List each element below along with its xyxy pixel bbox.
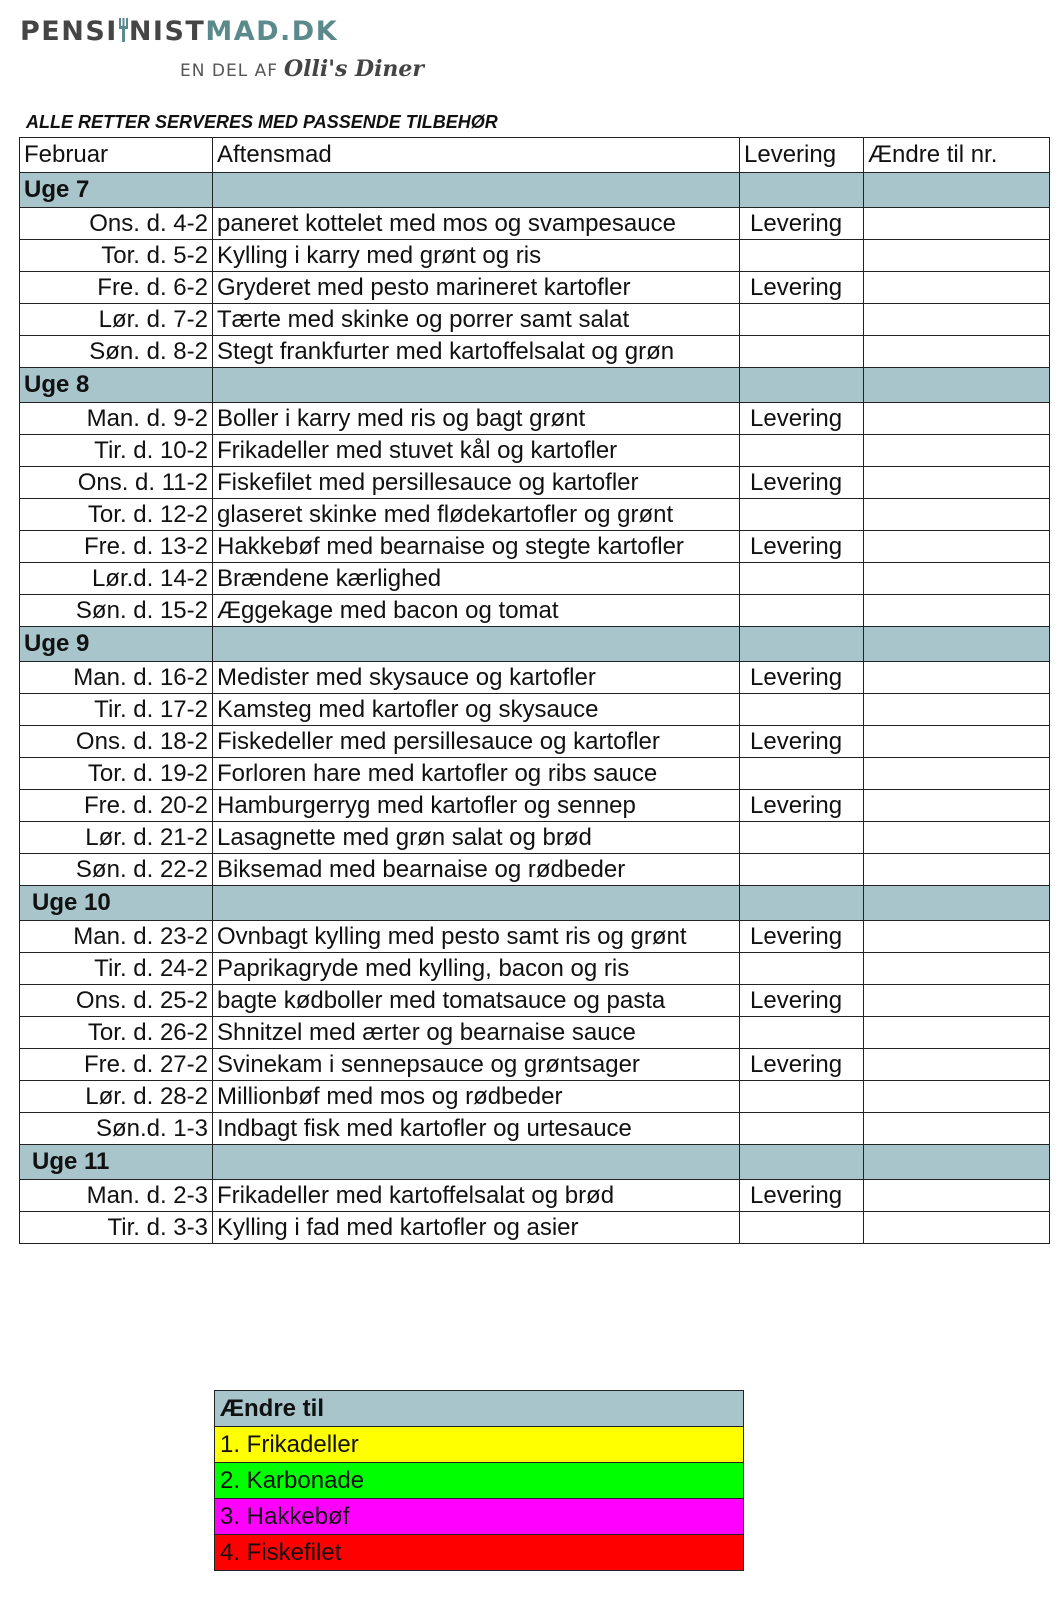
header-delivery: Levering	[740, 138, 864, 173]
table-row	[20, 563, 1050, 595]
delivery-cell	[740, 1212, 864, 1244]
table-row	[20, 726, 1050, 758]
delivery-cell	[740, 758, 864, 790]
week-empty-cell	[213, 886, 740, 921]
delivery-cell: Levering	[740, 790, 864, 822]
dish-cell: Fiskefilet med persillesauce og kartofler	[213, 467, 740, 499]
change-to-cell[interactable]	[864, 790, 1050, 822]
dish-cell: Kamsteg med kartofler og skysauce	[213, 694, 740, 726]
dish-cell: Stegt frankfurter med kartoffelsalat og grøn	[213, 336, 740, 368]
header-dinner: Aftensmad	[213, 138, 740, 173]
table-row	[20, 854, 1050, 886]
change-to-cell[interactable]	[864, 758, 1050, 790]
week-empty-cell	[213, 627, 740, 662]
header-change: Ændre til nr.	[864, 138, 1050, 173]
week-empty-cell	[864, 886, 1050, 921]
dish-cell: glaseret skinke med flødekartofler og grønt	[213, 499, 740, 531]
week-empty-cell	[740, 1145, 864, 1180]
change-to-cell[interactable]	[864, 208, 1050, 240]
dish-cell: Brændene kærlighed	[213, 563, 740, 595]
change-to-cell[interactable]	[864, 1113, 1050, 1145]
change-to-cell[interactable]	[864, 1180, 1050, 1212]
delivery-cell	[740, 822, 864, 854]
delivery-cell: Levering	[740, 531, 864, 563]
change-to-cell[interactable]	[864, 467, 1050, 499]
delivery-cell	[740, 595, 864, 627]
change-to-cell[interactable]	[864, 563, 1050, 595]
table-row	[20, 1113, 1050, 1145]
day-cell: Tor. d. 5-2	[20, 240, 213, 272]
delivery-cell	[740, 435, 864, 467]
day-cell: Fre. d. 27-2	[20, 1049, 213, 1081]
dish-cell: Medister med skysauce og kartofler	[213, 662, 740, 694]
table-row	[20, 531, 1050, 563]
dish-cell: Svinekam i sennepsauce og grøntsager	[213, 1049, 740, 1081]
dish-cell: Hamburgerryg med kartofler og sennep	[213, 790, 740, 822]
delivery-cell: Levering	[740, 272, 864, 304]
week-empty-cell	[740, 368, 864, 403]
table-row	[20, 985, 1050, 1017]
week-row	[20, 886, 1050, 921]
delivery-cell: Levering	[740, 985, 864, 1017]
week-empty-cell	[740, 173, 864, 208]
change-to-cell[interactable]	[864, 694, 1050, 726]
week-row	[20, 627, 1050, 662]
day-cell: Man. d. 2-3	[20, 1180, 213, 1212]
table-row	[20, 595, 1050, 627]
dish-cell: Æggekage med bacon og tomat	[213, 595, 740, 627]
day-cell: Søn. d. 22-2	[20, 854, 213, 886]
week-row	[20, 173, 1050, 208]
table-row	[20, 790, 1050, 822]
week-label: Uge 9	[20, 627, 213, 662]
legend-item-label: 3. Hakkebøf	[215, 1499, 744, 1535]
change-to-cell[interactable]	[864, 921, 1050, 953]
day-cell: Man. d. 16-2	[20, 662, 213, 694]
dish-cell: Frikadeller med stuvet kål og kartofler	[213, 435, 740, 467]
logo-tagline: EN DEL AF Olli's Diner	[180, 56, 425, 82]
table-row	[20, 467, 1050, 499]
dish-cell: Shnitzel med ærter og bearnaise sauce	[213, 1017, 740, 1049]
change-to-cell[interactable]	[864, 726, 1050, 758]
week-empty-cell	[864, 627, 1050, 662]
fork-icon	[119, 18, 128, 42]
day-cell: Ons. d. 25-2	[20, 985, 213, 1017]
header-row	[20, 138, 1050, 173]
week-row	[20, 368, 1050, 403]
day-cell: Ons. d. 4-2	[20, 208, 213, 240]
dish-cell: Gryderet med pesto marineret kartofler	[213, 272, 740, 304]
table-row	[20, 240, 1050, 272]
legend-item	[215, 1499, 744, 1535]
change-to-cell[interactable]	[864, 595, 1050, 627]
dish-cell: Lasagnette med grøn salat og brød	[213, 822, 740, 854]
day-cell: Tor. d. 26-2	[20, 1017, 213, 1049]
change-to-cell[interactable]	[864, 336, 1050, 368]
table-row	[20, 435, 1050, 467]
header-month: Februar	[20, 138, 213, 173]
table-row	[20, 304, 1050, 336]
week-row	[20, 1145, 1050, 1180]
week-empty-cell	[864, 1145, 1050, 1180]
table-row	[20, 1212, 1050, 1244]
week-empty-cell	[740, 627, 864, 662]
delivery-cell	[740, 1081, 864, 1113]
day-cell: Ons. d. 18-2	[20, 726, 213, 758]
dish-cell: Tærte med skinke og porrer samt salat	[213, 304, 740, 336]
table-row	[20, 758, 1050, 790]
table-row	[20, 694, 1050, 726]
dish-cell: Boller i karry med ris og bagt grønt	[213, 403, 740, 435]
delivery-cell	[740, 499, 864, 531]
delivery-cell	[740, 1017, 864, 1049]
table-row	[20, 662, 1050, 694]
legend-table	[214, 1390, 744, 1571]
table-row	[20, 1081, 1050, 1113]
delivery-cell	[740, 694, 864, 726]
week-empty-cell	[864, 368, 1050, 403]
change-to-cell[interactable]	[864, 272, 1050, 304]
day-cell: Fre. d. 13-2	[20, 531, 213, 563]
day-cell: Søn.d. 1-3	[20, 1113, 213, 1145]
legend-title: Ændre til	[215, 1391, 744, 1427]
week-empty-cell	[213, 368, 740, 403]
day-cell: Lør. d. 7-2	[20, 304, 213, 336]
menu-table-body	[20, 138, 1050, 1244]
day-cell: Fre. d. 6-2	[20, 272, 213, 304]
table-row	[20, 921, 1050, 953]
table-row	[20, 1017, 1050, 1049]
table-row	[20, 499, 1050, 531]
table-row	[20, 822, 1050, 854]
dish-cell: Hakkebøf med bearnaise og stegte kartofler	[213, 531, 740, 563]
delivery-cell: Levering	[740, 1180, 864, 1212]
dish-cell: Kylling i fad med kartofler og asier	[213, 1212, 740, 1244]
dish-cell: Forloren hare med kartofler og ribs sauce	[213, 758, 740, 790]
day-cell: Man. d. 9-2	[20, 403, 213, 435]
delivery-cell: Levering	[740, 662, 864, 694]
change-to-cell[interactable]	[864, 240, 1050, 272]
week-empty-cell	[864, 173, 1050, 208]
table-row	[20, 953, 1050, 985]
dish-cell: Millionbøf med mos og rødbeder	[213, 1081, 740, 1113]
change-to-cell[interactable]	[864, 531, 1050, 563]
delivery-cell: Levering	[740, 726, 864, 758]
table-row	[20, 208, 1050, 240]
week-label: Uge 8	[20, 368, 213, 403]
day-cell: Fre. d. 20-2	[20, 790, 213, 822]
change-to-cell[interactable]	[864, 662, 1050, 694]
change-to-cell[interactable]	[864, 822, 1050, 854]
legend-item	[215, 1535, 744, 1571]
day-cell: Tor. d. 12-2	[20, 499, 213, 531]
day-cell: Tir. d. 10-2	[20, 435, 213, 467]
day-cell: Lør. d. 28-2	[20, 1081, 213, 1113]
ollis-diner-brand: Olli's Diner	[283, 56, 425, 82]
week-empty-cell	[213, 173, 740, 208]
dish-cell: Frikadeller med kartoffelsalat og brød	[213, 1180, 740, 1212]
delivery-cell: Levering	[740, 208, 864, 240]
week-label: Uge 11	[20, 1145, 213, 1180]
dish-cell: Ovnbagt kylling med pesto samt ris og grønt	[213, 921, 740, 953]
delivery-cell: Levering	[740, 921, 864, 953]
day-cell: Tor. d. 19-2	[20, 758, 213, 790]
table-row	[20, 1049, 1050, 1081]
week-empty-cell	[740, 886, 864, 921]
legend-item-label: 4. Fiskefilet	[215, 1535, 744, 1571]
table-row	[20, 1180, 1050, 1212]
delivery-cell: Levering	[740, 1049, 864, 1081]
table-row	[20, 336, 1050, 368]
change-to-cell[interactable]	[864, 499, 1050, 531]
week-empty-cell	[213, 1145, 740, 1180]
dish-cell: Paprikagryde med kylling, bacon og ris	[213, 953, 740, 985]
dish-cell: bagte kødboller med tomatsauce og pasta	[213, 985, 740, 1017]
delivery-cell	[740, 1113, 864, 1145]
change-to-cell[interactable]	[864, 953, 1050, 985]
change-to-cell[interactable]	[864, 403, 1050, 435]
change-to-cell[interactable]	[864, 1017, 1050, 1049]
day-cell: Man. d. 23-2	[20, 921, 213, 953]
delivery-cell	[740, 953, 864, 985]
week-label: Uge 10	[20, 886, 213, 921]
week-label: Uge 7	[20, 173, 213, 208]
dish-cell: Biksemad med bearnaise og rødbeder	[213, 854, 740, 886]
menu-subtitle: ALLE RETTER SERVERES MED PASSENDE TILBEHØR	[26, 112, 498, 132]
day-cell: Søn. d. 8-2	[20, 336, 213, 368]
day-cell: Tir. d. 3-3	[20, 1212, 213, 1244]
day-cell: Tir. d. 17-2	[20, 694, 213, 726]
day-cell: Ons. d. 11-2	[20, 467, 213, 499]
change-to-cell[interactable]	[864, 435, 1050, 467]
change-to-cell[interactable]	[864, 1081, 1050, 1113]
delivery-cell	[740, 336, 864, 368]
logo	[20, 16, 425, 86]
legend-item	[215, 1463, 744, 1499]
day-cell: Søn. d. 15-2	[20, 595, 213, 627]
legend-item	[215, 1427, 744, 1463]
legend-table-body	[215, 1391, 744, 1571]
delivery-cell	[740, 240, 864, 272]
table-row	[20, 403, 1050, 435]
change-to-cell[interactable]	[864, 1049, 1050, 1081]
legend-item-label: 2. Karbonade	[215, 1463, 744, 1499]
day-cell: Lør.d. 14-2	[20, 563, 213, 595]
day-cell: Tir. d. 24-2	[20, 953, 213, 985]
table-row	[20, 272, 1050, 304]
dish-cell: paneret kottelet med mos og svampesauce	[213, 208, 740, 240]
change-to-cell[interactable]	[864, 854, 1050, 886]
change-to-cell[interactable]	[864, 1212, 1050, 1244]
menu-table	[19, 137, 1050, 1244]
change-to-cell[interactable]	[864, 985, 1050, 1017]
logo-wordmark: PENSI NISTMAD.DK	[20, 16, 339, 47]
dish-cell: Kylling i karry med grønt og ris	[213, 240, 740, 272]
delivery-cell	[740, 854, 864, 886]
delivery-cell: Levering	[740, 467, 864, 499]
legend-item-label: 1. Frikadeller	[215, 1427, 744, 1463]
legend-header-row	[215, 1391, 744, 1427]
delivery-cell: Levering	[740, 403, 864, 435]
delivery-cell	[740, 304, 864, 336]
delivery-cell	[740, 563, 864, 595]
day-cell: Lør. d. 21-2	[20, 822, 213, 854]
change-to-cell[interactable]	[864, 304, 1050, 336]
dish-cell: Indbagt fisk med kartofler og urtesauce	[213, 1113, 740, 1145]
dish-cell: Fiskedeller med persillesauce og kartofler	[213, 726, 740, 758]
